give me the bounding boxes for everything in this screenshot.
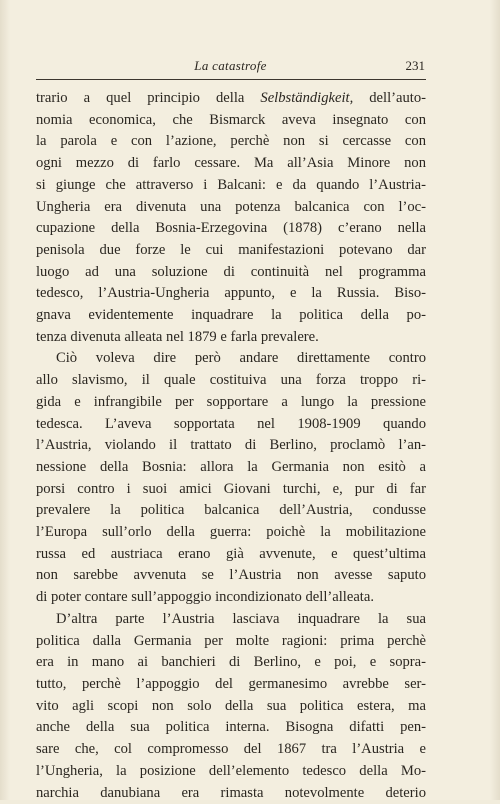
text-line: luogo ad una soluzione di continuità nel programma (36, 262, 426, 284)
text-line: si giunge che attraverso i Balcani: e da quando l’Austria- (36, 175, 426, 197)
text-line: tedesco, l’Austria-Ungheria appunto, e la Russia. Biso- (36, 283, 426, 305)
text-run: trario a quel principio della (36, 90, 260, 106)
text-line: tutto, perchè l’appoggio del germanesimo avrebbe ser- (36, 674, 426, 696)
text-line: prevalere la politica balcanica dell’Austria, condusse (36, 500, 426, 522)
text-line: cupazione della Bosnia-Erzegovina (1878) c’erano nella (36, 218, 426, 240)
body-text (36, 88, 426, 804)
text-line: allo slavismo, il quale costituiva una forza troppo ri- (36, 370, 426, 392)
text-line: gnava evidentemente inquadrare la politica della po- (36, 305, 426, 327)
header-rule (36, 79, 426, 80)
text-line: tedesca. L’aveva sopportata nel 1908-1909 quando (36, 414, 426, 436)
page-edge-shadow-left (0, 0, 10, 800)
text-line: russa ed austriaca erano già avvenute, e quest’ultima (36, 544, 426, 566)
text-line: anche della sua politica interna. Bisogna difatti pen- (36, 717, 426, 739)
page-number: 231 (406, 58, 426, 74)
page-edge-shadow-right (490, 0, 500, 800)
paragraph-end-line: di poter contare sull’appoggio incondizionato dell’alleata. (36, 587, 426, 609)
text-line: nomia economica, che Bismarck aveva insegnato con (36, 110, 426, 132)
italic-term: Selbständigkeit, (260, 90, 353, 106)
text-line: porsi contro i suoi amici Giovani turchi, e, pur di far (36, 479, 426, 501)
text-line: l’Europa sull’orlo della guerra: poichè la mobilitazione (36, 522, 426, 544)
running-header (36, 58, 425, 78)
text-run: dell’auto- (353, 90, 426, 106)
running-title: La catastrofe (36, 58, 425, 74)
paragraph-first-line: D’altra parte l’Austria lasciava inquadrare la sua (36, 609, 426, 631)
text-line: Ungheria era divenuta una potenza balcanica con l’oc- (36, 197, 426, 219)
text-line: era in mano ai banchieri di Berlino, e poi, e sopra- (36, 652, 426, 674)
text-line: ogni mezzo di farlo cessare. Ma all’Asia Minore non (36, 153, 426, 175)
text-line: l’Ungheria, la posizione dell’elemento tedesco della Mo- (36, 761, 426, 783)
text-line: nessione della Bosnia: allora la Germania non esitò a (36, 457, 426, 479)
text-line: l’Austria, violando il trattato di Berlino, proclamò l’an- (36, 435, 426, 457)
text-line: non sarebbe avvenuta se l’Austria non avesse saputo (36, 565, 426, 587)
text-line: sare che, col compromesso del 1867 tra l’Austria e (36, 739, 426, 761)
text-line: narchia danubiana era rimasta notevolmente deterio (36, 783, 426, 804)
paragraph-end-line: tenza divenuta alleata nel 1879 e farla prevalere. (36, 327, 426, 349)
paragraph-first-line: Ciò voleva dire però andare direttamente contro (36, 348, 426, 370)
text-line: gida e infrangibile per sopportare a lungo la pressione (36, 392, 426, 414)
text-line: politica dalla Germania per molte ragioni: prima perchè (36, 631, 426, 653)
text-line: vito agli scopi non solo della sua politica estera, ma (36, 696, 426, 718)
text-line: penisola due forze le cui manifestazioni potevano dar (36, 240, 426, 262)
text-line (36, 88, 426, 110)
text-line: la parola e con l’azione, perchè non si cercasse con (36, 131, 426, 153)
